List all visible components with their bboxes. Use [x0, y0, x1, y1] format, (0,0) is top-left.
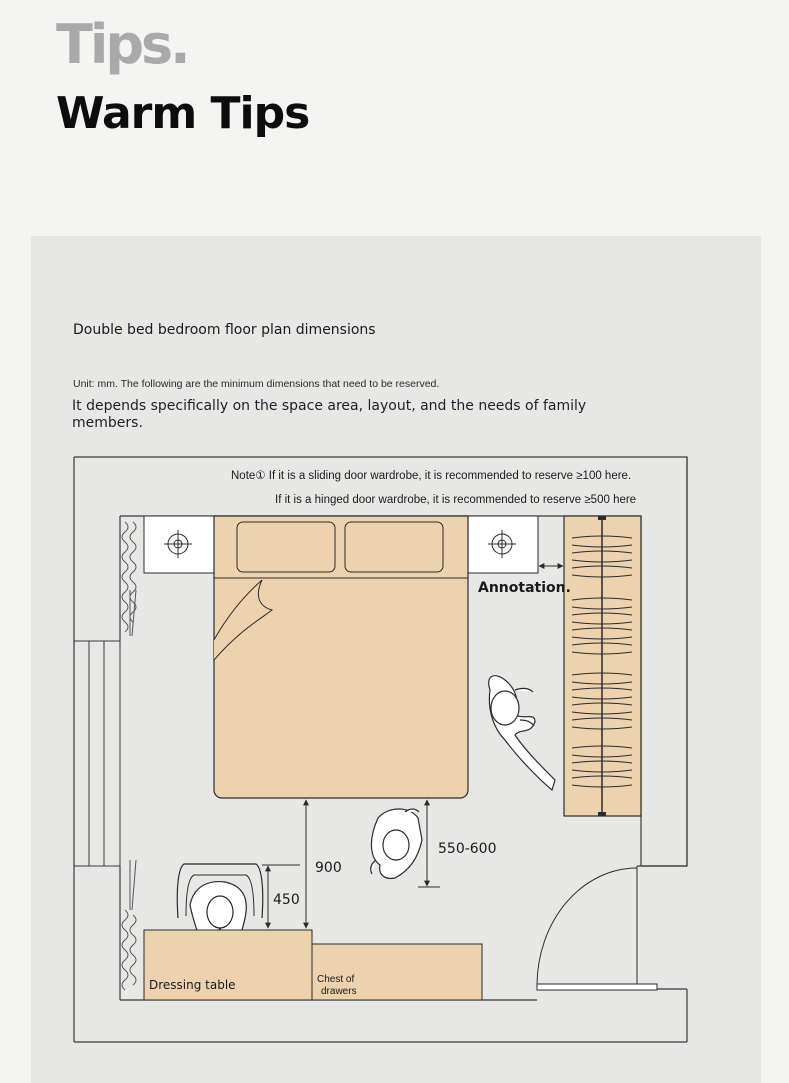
depends-note: It depends specifically on the space area, layout, and the needs of family members.: [72, 398, 587, 431]
dimension-900: 900: [315, 860, 342, 876]
plan-heading: Double bed bedroom floor plan dimensions: [73, 322, 376, 338]
curtain-bottom: [122, 860, 136, 990]
wardrobe: [564, 516, 641, 816]
chest-label-line1: Chest of: [317, 974, 355, 985]
dimension-550-600: 550-600: [438, 841, 497, 857]
page-title: Warm Tips: [56, 88, 310, 139]
note-hinged-wardrobe: If it is a hinged door wardrobe, it is recommended to reserve ≥500 here: [275, 494, 637, 506]
person-standing: [371, 809, 422, 878]
door: [537, 866, 657, 990]
nightstand-left: [144, 516, 214, 573]
dimension-450: 450: [273, 892, 300, 908]
curtain-top: [122, 522, 136, 636]
unit-note: Unit: mm. The following are the minimum dimensions that need to be reserved.: [73, 378, 440, 390]
nightstand-right: [468, 516, 538, 573]
tips-label: Tips.: [56, 13, 188, 76]
note-sliding-wardrobe: Note① If it is a sliding door wardrobe, it is recommended to reserve ≥100 here.: [231, 470, 632, 482]
person-walking: [489, 676, 555, 790]
window: [74, 641, 120, 866]
dressing-table-label: Dressing table: [149, 978, 236, 992]
double-bed: [214, 516, 468, 798]
chest-label-line2: drawers: [321, 986, 357, 997]
annotation-label: Annotation.: [478, 580, 571, 596]
